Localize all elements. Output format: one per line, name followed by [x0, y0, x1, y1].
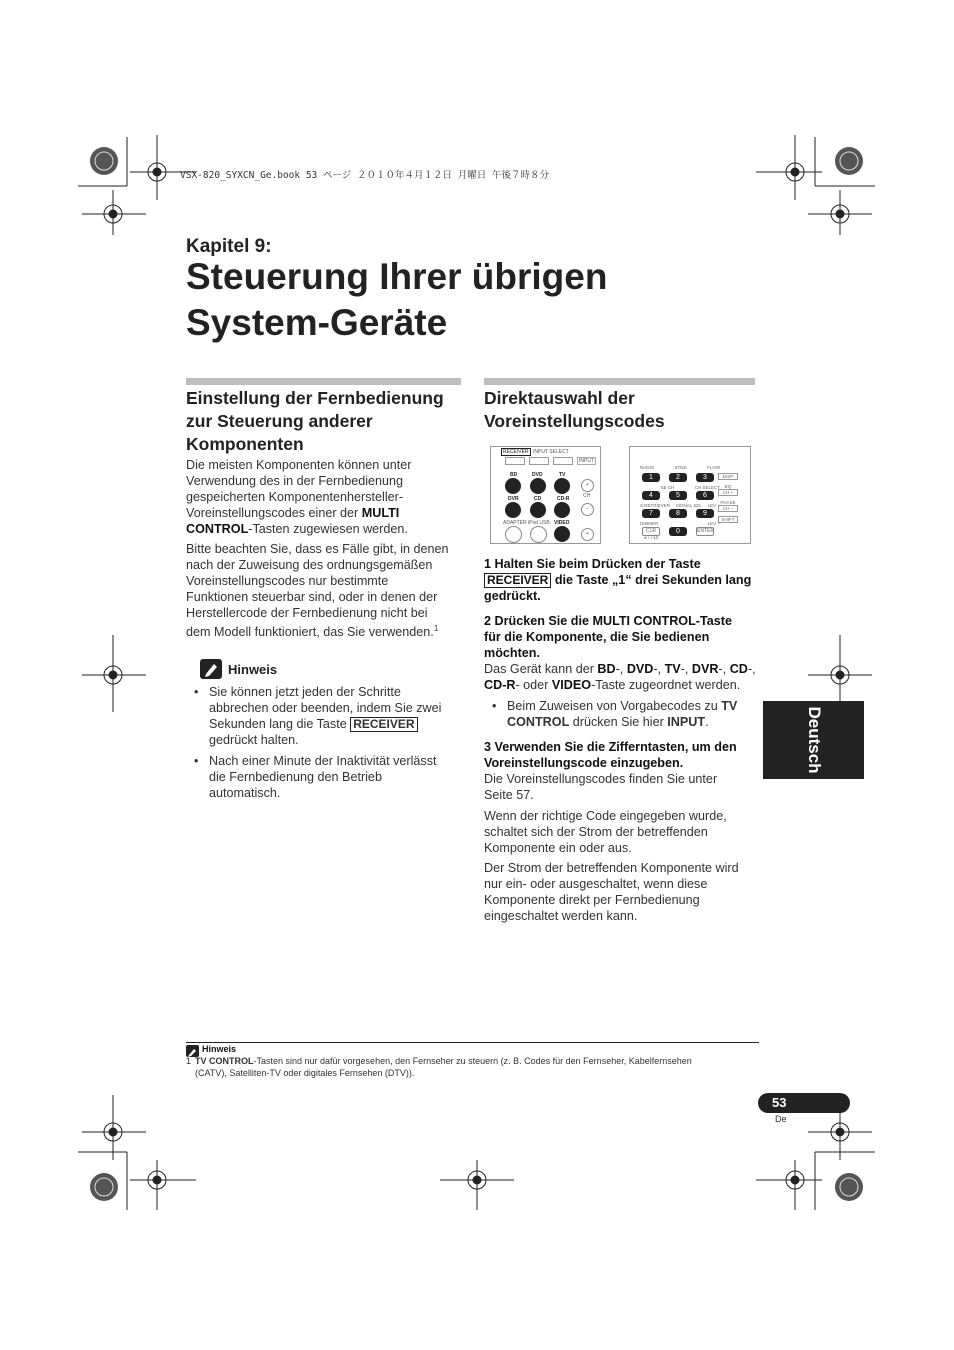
chapter-label: Kapitel 9:	[186, 236, 272, 257]
step-3-paragraph-2	[484, 808, 764, 856]
remote-num-key: 8	[669, 509, 687, 518]
bullet-dot: •	[194, 685, 199, 699]
footnote-number: 1	[186, 1056, 192, 1066]
note-bullet-2	[194, 753, 464, 801]
remote-num-key: 1	[642, 473, 660, 482]
remote-button	[554, 502, 570, 518]
text-line: Funktionen steuerbar sind, oder in denen der	[186, 590, 438, 604]
text-span: -Tasten zugewiesen werden.	[248, 522, 408, 536]
remote-small-label: LEV +	[707, 503, 720, 508]
left-heading	[186, 387, 476, 456]
remote-label-adapter: ADAPTER	[503, 520, 527, 526]
text-line: gedrückt.	[484, 589, 541, 603]
remote-button	[530, 526, 547, 543]
remote-small-label: SB CH	[660, 485, 675, 490]
remote-small-label: SIGNAL SEL	[675, 503, 702, 508]
text-bold: TV	[721, 699, 738, 713]
remote-bottom-label: ø / +10	[644, 535, 659, 540]
remote-num-key: 6	[696, 491, 714, 500]
step-3-paragraph-3	[484, 860, 764, 924]
remote-num-key: 5	[669, 491, 687, 500]
remote-num-row-1	[642, 473, 714, 482]
page-title-line-2: System-Geräte	[186, 302, 448, 343]
remote-label-dvd: DVD	[532, 472, 543, 478]
text-bold: CONTROL	[507, 715, 570, 729]
text-bold: TV CONTROL	[195, 1056, 254, 1066]
remote-ch-label: CH	[583, 493, 591, 499]
text-span: .	[705, 715, 709, 729]
remote-label-ipod: iPod USB	[528, 520, 550, 526]
text-line: Sie können jetzt jeden der Schritte	[209, 685, 401, 699]
text-line: schaltet sich der Strom der betreffenden	[484, 825, 708, 839]
text-span: -Taste zugeordnet werden.	[591, 678, 741, 692]
bullet-dot: •	[492, 699, 497, 713]
page-number-badge	[758, 1093, 850, 1113]
remote-label-cdr: CD-R	[557, 496, 570, 502]
text-line: Bitte beachten Sie, dass es Fälle gibt, in denen	[186, 542, 449, 556]
page-language: De	[775, 1114, 787, 1124]
text-span: -,	[653, 662, 665, 676]
text-span: Voreinstellungscodes einer der	[186, 506, 362, 520]
remote-illustration-right	[629, 446, 751, 544]
remote-label-bd: BD	[510, 472, 518, 478]
remote-small-label: STND	[674, 465, 687, 470]
remote-bracket	[553, 457, 573, 465]
text-line: nach der Zuweisung des ordnungsgemäßen	[186, 558, 433, 572]
text-span: -,	[680, 662, 692, 676]
text-line: Voreinstellungscode einzugeben.	[484, 756, 684, 770]
remote-side-column	[718, 473, 738, 523]
text-line: möchten.	[484, 646, 540, 660]
remote-num-key: 7	[642, 509, 660, 518]
remote-small-label: RADIO	[640, 465, 655, 470]
remote-label-row4	[640, 521, 720, 526]
receiver-key: RECEIVER	[484, 573, 551, 588]
text-span: - oder	[515, 678, 552, 692]
remote-input: INPUT	[579, 458, 594, 464]
remote-side-label: PHASE	[720, 500, 736, 505]
text-line	[507, 714, 762, 730]
left-heading-line-1: Einstellung der Fernbedienung	[186, 388, 444, 408]
step-2	[484, 613, 759, 661]
text-line	[507, 698, 762, 714]
bullet-dot: •	[194, 754, 199, 768]
text-line: Wenn der richtige Code eingegeben wurde,	[484, 809, 727, 823]
text-line: 2 Drücken Sie die MULTI CONTROL-Taste	[484, 614, 732, 628]
text-line	[186, 505, 471, 521]
remote-button	[505, 526, 522, 543]
remote-small-label: FLOW	[706, 465, 720, 470]
left-heading-rule	[186, 378, 461, 385]
page-title-line-1: Steuerung Ihrer übrigen	[186, 256, 608, 297]
text-line: eingeschaltet werden kann.	[484, 909, 638, 923]
text-line	[186, 1056, 766, 1068]
remote-button	[505, 478, 521, 494]
text-span: die Taste „1“ drei Sekunden lang	[551, 573, 752, 587]
page-number: 53	[772, 1095, 787, 1110]
step-3-paragraph-1	[484, 771, 764, 803]
text-line: Seite 57.	[484, 788, 534, 802]
remote-num-key: 9	[696, 509, 714, 518]
remote-button	[530, 502, 546, 518]
remote-num-key: 4	[642, 491, 660, 500]
language-tab	[763, 701, 864, 779]
remote-label-row2	[640, 485, 720, 490]
text-line: Die Voreinstellungscodes finden Sie unter	[484, 772, 718, 786]
text-line: nur ein- oder ausgeschaltet, wenn diese	[484, 877, 708, 891]
text-line: 1 Halten Sie beim Drücken der Taste	[484, 557, 701, 571]
footnote-ref: 1	[433, 624, 439, 633]
text-bold: CD	[729, 662, 748, 676]
left-paragraph-2	[186, 541, 476, 640]
text-line: abbrechen oder beenden, indem Sie zwei	[209, 701, 442, 715]
remote-ch-plus: +	[581, 479, 594, 492]
remote-bracket	[505, 457, 525, 465]
text-line	[484, 677, 764, 693]
step-2-paragraph	[484, 661, 764, 693]
remote-label-cd: CD	[534, 496, 542, 502]
text-line	[484, 661, 764, 677]
step-3	[484, 739, 759, 771]
remote-small-label: DIMMER	[640, 521, 659, 526]
text-span: -,	[747, 662, 756, 676]
right-heading-line-2: Voreinstellungscodes	[484, 411, 665, 431]
right-heading	[484, 387, 764, 433]
remote-label-row3	[640, 503, 720, 508]
remote-button	[530, 478, 546, 494]
note-icon	[200, 659, 222, 679]
text-span: -,	[718, 662, 730, 676]
remote-side-key: DISP	[718, 473, 738, 480]
text-line: gedrückt halten.	[209, 733, 299, 747]
text-bold: INPUT	[667, 715, 706, 729]
receiver-key: RECEIVER	[350, 717, 417, 732]
remote-side-key: CH +	[718, 489, 738, 496]
remote-ch-minus: −	[581, 503, 594, 516]
text-line: (CATV), Satelliten-TV oder digitales Fernsehen (DTV)).	[195, 1067, 415, 1078]
page-title	[186, 254, 786, 346]
text-line: Voreinstellungscodes nur bestimmte	[186, 574, 389, 588]
remote-label-dvr: DVR	[508, 496, 519, 502]
remote-small-label: LEV −	[707, 521, 720, 526]
text-line: für die Komponente, die Sie bedienen	[484, 630, 710, 644]
remote-button	[505, 502, 521, 518]
right-heading-line-1: Direktauswahl der	[484, 388, 635, 408]
text-span: drücken Sie hier	[569, 715, 668, 729]
text-bold: DVD	[626, 662, 654, 676]
text-span: -,	[615, 662, 627, 676]
text-line	[186, 621, 476, 640]
text-bold: DVR	[691, 662, 719, 676]
remote-num-row-3	[642, 509, 714, 518]
remote-input-select: INPUT SELECT	[533, 449, 569, 455]
remote-side-key: SHIFT	[718, 516, 738, 523]
note-bullet-1	[194, 684, 464, 748]
remote-button	[554, 526, 570, 542]
left-heading-line-3: Komponenten	[186, 434, 304, 454]
language-tab-label: Deutsch	[804, 706, 824, 774]
remote-side-key: CH −	[718, 505, 738, 512]
text-bold: VIDEO	[551, 678, 592, 692]
text-line	[186, 521, 471, 537]
remote-label-video: VIDEO	[554, 520, 570, 526]
remote-num-key: 3	[696, 473, 714, 482]
remote-num-key: ENTER	[697, 528, 714, 534]
text-bold: CONTROL	[186, 522, 249, 536]
footnote-rule	[186, 1042, 759, 1043]
right-heading-rule	[484, 378, 755, 385]
text-line	[484, 572, 759, 588]
text-bold: TV	[664, 662, 681, 676]
text-line: Komponente ein oder aus.	[484, 841, 632, 855]
remote-small-label: CH SELECT	[694, 485, 720, 490]
text-span: dem Modell funktioniert, das Sie verwenden.	[186, 625, 434, 640]
text-line: Komponente direkt per Fernbedienung	[484, 893, 700, 907]
remote-num-key: 2	[669, 473, 687, 482]
text-span: Das Gerät kann der	[484, 662, 598, 676]
remote-bracket	[529, 457, 549, 465]
left-paragraph-1	[186, 457, 471, 537]
text-bold: MULTI	[361, 506, 400, 520]
remote-label-row1	[640, 465, 720, 470]
step-1	[484, 556, 759, 604]
step-2-bullet	[492, 698, 762, 730]
remote-illustration-left	[490, 446, 601, 544]
text-span: Sekunden lang die Taste	[209, 717, 351, 731]
note-title: Hinweis	[228, 662, 278, 677]
remote-vol-plus: +	[581, 528, 594, 541]
text-line: die Fernbedienung den Betrieb	[209, 770, 382, 784]
remote-side-label: EQ	[724, 484, 732, 489]
remote-num-key: 0	[669, 527, 687, 536]
text-line: Die meisten Komponenten können unter	[186, 458, 412, 472]
text-line: Verwendung des in der Fernbedienung	[186, 474, 404, 488]
text-span: -Tasten sind nur dafür vorgesehen, den Fernseher zu steuern (z. B. Codes für den Fernseher, Kabelfernsehen	[253, 1056, 692, 1066]
footnote-title: Hinweis	[202, 1044, 237, 1054]
text-bold: BD	[597, 662, 616, 676]
text-line: 3 Verwenden Sie die Zifferntasten, um den	[484, 740, 737, 754]
text-span: Beim Zuweisen von Vorgabecodes zu	[507, 699, 722, 713]
file-header: VSX-820_SYXCN_Ge.book 53 ページ ２０１０年４月１２日 月曜日 午後７時８分	[180, 170, 549, 181]
left-heading-line-2: zur Steuerung anderer	[186, 411, 373, 431]
text-line: Nach einer Minute der Inaktivität verlässt	[209, 754, 437, 768]
remote-label-tv: TV	[559, 472, 566, 478]
text-line: Herstellercode der Fernbedienung nicht bei	[186, 606, 428, 620]
remote-num-key: CLR	[642, 527, 660, 536]
remote-small-label: S.RETRIEVER	[640, 503, 671, 508]
text-line: gespeicherten Komponentenhersteller-	[186, 490, 404, 504]
remote-button	[554, 478, 570, 494]
text-line	[209, 716, 464, 732]
footnote-body	[186, 1056, 766, 1079]
text-line: automatisch.	[209, 786, 281, 800]
remote-num-row-2	[642, 491, 714, 500]
remote-receiver-key: RECEIVER	[503, 449, 529, 455]
text-bold: CD-R	[484, 678, 516, 692]
text-line: Der Strom der betreffenden Komponente wird	[484, 861, 739, 875]
